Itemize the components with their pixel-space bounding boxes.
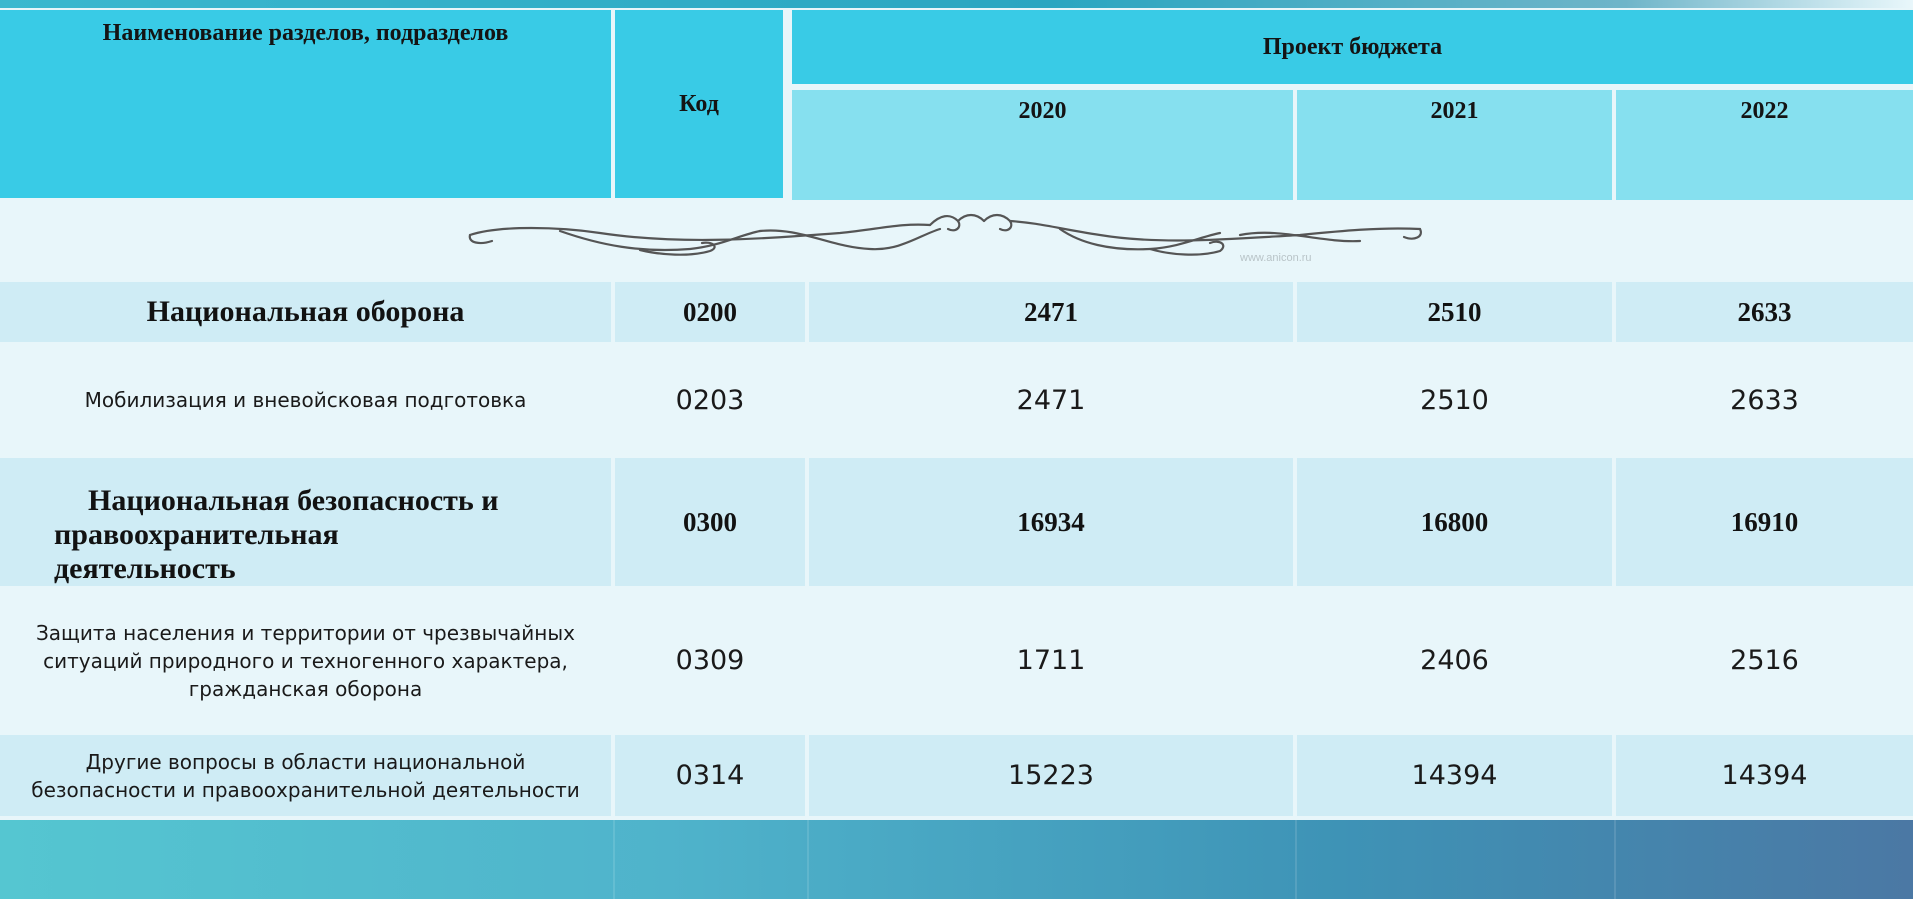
bottom-decorative-band	[0, 820, 1913, 899]
row-0309-2022-cell	[1616, 590, 1913, 731]
row-0309-name-line2: ситуаций природного и техногенного характера,	[43, 648, 568, 673]
row-0300-name-line1: Национальная безопасность и	[88, 484, 499, 517]
row-0314-name-line2: безопасности и правоохранительной деятельности	[31, 777, 580, 802]
row-0203-value-2022: 2633	[1730, 384, 1799, 416]
row-0314-value-2022: 14394	[1721, 760, 1808, 791]
row-0314-name-line1: Другие вопросы в области национальной	[85, 749, 526, 774]
header-name-label: Наименование разделов, подразделов	[102, 20, 509, 46]
row-0300-name	[54, 484, 614, 586]
header-code-label: Код	[679, 90, 719, 117]
header-year-2021: 2021	[1430, 98, 1479, 124]
header-year-2022: 2022	[1740, 98, 1789, 124]
band-column-line	[1614, 820, 1616, 899]
row-0314-value-2021: 14394	[1411, 760, 1498, 791]
ornament-watermark: www.anicon.ru	[1240, 252, 1312, 264]
band-column-line	[1295, 820, 1297, 899]
header-code-cell	[615, 10, 783, 198]
row-0203-code: 0203	[675, 384, 745, 416]
header-budget-title: Проект бюджета	[1262, 33, 1443, 60]
row-0200-code: 0200	[683, 296, 737, 327]
row-0300-name-cell	[0, 458, 611, 586]
row-0300-2021-cell	[1297, 458, 1612, 586]
row-0314-2020-cell	[809, 735, 1293, 816]
ornament-divider-icon	[0, 205, 1913, 278]
row-0300-code: 0300	[683, 506, 737, 537]
row-0203-code-cell	[615, 346, 805, 454]
row-0203-value-2020: 2471	[1016, 384, 1086, 416]
row-0300-value-2021: 16800	[1420, 506, 1489, 537]
row-0300-2020-cell	[809, 458, 1293, 586]
header-year-2020-cell	[792, 90, 1293, 200]
row-0200-value-2022: 2633	[1737, 296, 1792, 327]
row-0203-2020-cell	[809, 346, 1293, 454]
row-0200-2021-cell	[1297, 282, 1612, 342]
row-0309-2021-cell	[1297, 590, 1612, 731]
row-0203-2021-cell	[1297, 346, 1612, 454]
row-0300-value-2022: 16910	[1730, 506, 1799, 537]
top-accent-line	[0, 0, 1913, 8]
row-0309-value-2021: 2406	[1420, 645, 1489, 676]
row-0200-name: Национальная оборона	[146, 295, 465, 328]
band-column-line	[807, 820, 809, 899]
row-0309-name-line3: гражданская оборона	[188, 676, 423, 701]
row-0203-name-cell	[0, 346, 611, 454]
header-year-2020: 2020	[1018, 98, 1067, 124]
row-0200-2022-cell	[1616, 282, 1913, 342]
row-0203-name: Мобилизация и вневойсковая подготовка	[84, 388, 527, 412]
row-0309-name-cell	[0, 590, 611, 731]
row-0314-2022-cell	[1616, 735, 1913, 816]
header-year-2021-cell	[1297, 90, 1612, 200]
row-0200-value-2021: 2510	[1427, 296, 1482, 327]
row-0309-code-cell	[615, 590, 805, 731]
row-0300-2022-cell	[1616, 458, 1913, 586]
row-0314-code: 0314	[675, 760, 745, 791]
header-budget-cell	[792, 10, 1913, 84]
row-0200-code-cell	[615, 282, 805, 342]
row-0200-name-cell	[0, 282, 611, 342]
row-0309-name-line1: Защита населения и территории от чрезвычайных	[35, 620, 576, 645]
row-0200-2020-cell	[809, 282, 1293, 342]
row-0309-value-2022: 2516	[1730, 645, 1799, 676]
row-0309-2020-cell	[809, 590, 1293, 731]
ornament-row	[0, 205, 1913, 278]
row-0300-value-2020: 16934	[1017, 506, 1085, 537]
row-0203-value-2021: 2510	[1420, 384, 1489, 416]
row-0309-code: 0309	[675, 645, 745, 676]
row-0309-value-2020: 1711	[1016, 645, 1086, 676]
row-0300-code-cell	[615, 458, 805, 586]
row-0314-2021-cell	[1297, 735, 1612, 816]
row-0314-name-cell	[0, 735, 611, 816]
row-0300-name-line3: деятельность	[54, 552, 236, 585]
header-name-cell	[0, 10, 611, 198]
row-0200-value-2020: 2471	[1024, 296, 1078, 327]
row-0300-name-line2: правоохранительная	[54, 518, 339, 551]
row-0314-value-2020: 15223	[1008, 760, 1094, 791]
header-year-2022-cell	[1616, 90, 1913, 200]
row-0203-2022-cell	[1616, 346, 1913, 454]
row-0314-code-cell	[615, 735, 805, 816]
band-column-line	[613, 820, 615, 899]
